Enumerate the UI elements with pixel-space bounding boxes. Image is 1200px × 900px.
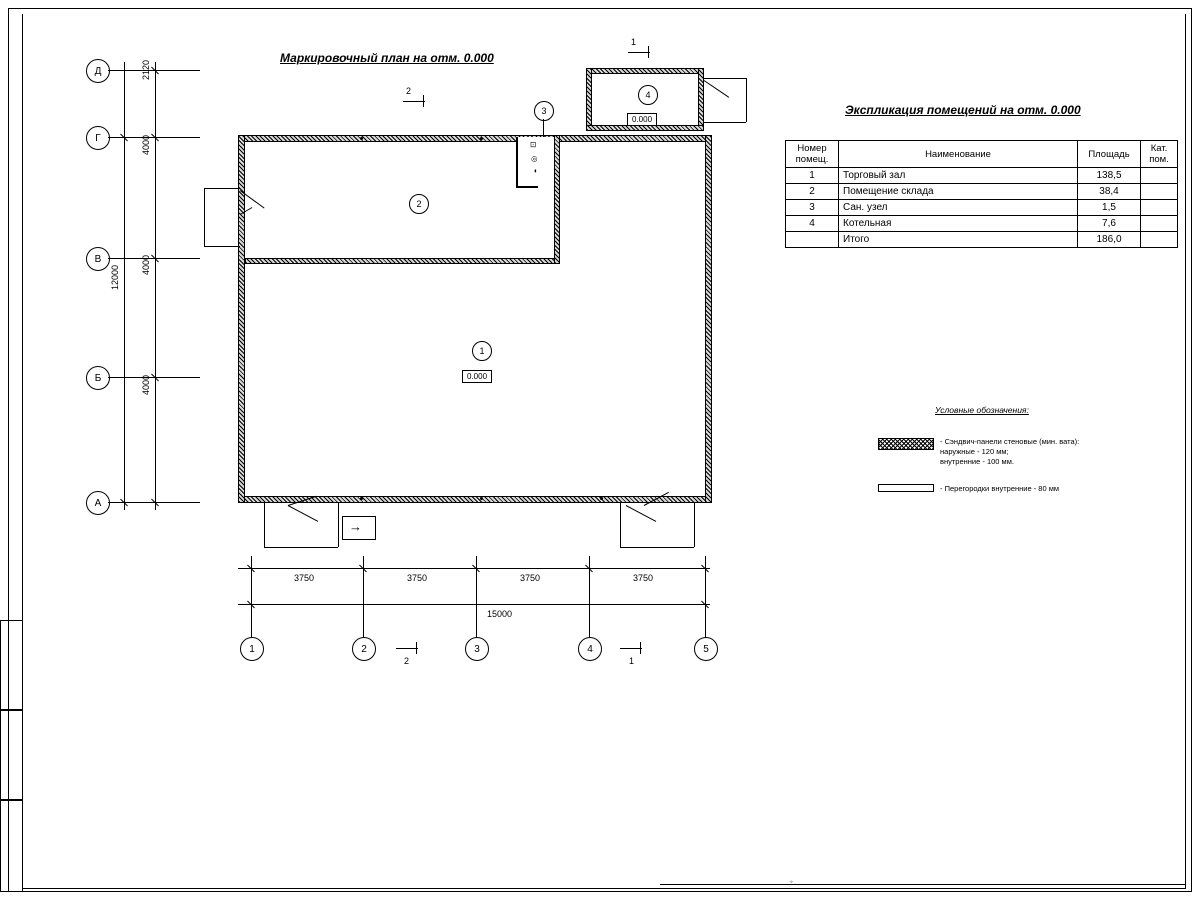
table-row xyxy=(786,184,1178,200)
boiler-wall-top xyxy=(586,68,704,74)
section-mark-2-bottom-tick xyxy=(416,642,417,654)
section-mark-1-top-label: 1 xyxy=(631,37,637,47)
cell-area: 186,0 xyxy=(1078,232,1141,248)
dim-chain-vertical-inner xyxy=(155,62,156,510)
boiler-door-jamb-top xyxy=(704,78,746,79)
room-3-leader xyxy=(543,119,544,137)
dim-label-horizontal-4: 3750 xyxy=(633,573,654,583)
section-mark-2-top-line xyxy=(403,101,425,102)
header-kat-line1: Кат. xyxy=(1150,143,1168,154)
cell-kat xyxy=(1141,168,1178,184)
cell-kat xyxy=(1141,184,1178,200)
title-block-cell-1 xyxy=(0,620,23,710)
cell-number: 4 xyxy=(786,216,839,232)
left-annex-left xyxy=(204,188,205,246)
cell-name: Торговый зал xyxy=(839,168,1078,184)
title-block-cell-3 xyxy=(0,800,23,892)
left-annex-top xyxy=(204,188,240,189)
section-mark-2-top-label: 2 xyxy=(406,86,412,96)
legend-sandwich-line3: внутренние - 100 мм. xyxy=(940,457,1014,466)
dim-label-horizontal-2: 3750 xyxy=(407,573,428,583)
dim-label-vertical-1: 4000 xyxy=(141,374,151,395)
column-marker xyxy=(480,137,483,140)
axis-marker-D: Д xyxy=(86,59,110,83)
title-block-mark: ◦ xyxy=(790,877,793,886)
cell-number: 3 xyxy=(786,200,839,216)
dim-label-horizontal-total: 15000 xyxy=(487,609,513,619)
axis-marker-4: 4 xyxy=(578,637,602,661)
room-tag-4: 4 xyxy=(638,85,658,105)
cell-name: Помещение склада xyxy=(839,184,1078,200)
axis-marker-V: В xyxy=(86,247,110,271)
cell-number: 2 xyxy=(786,184,839,200)
column-marker xyxy=(480,497,483,500)
section-mark-1-top-tick xyxy=(648,46,649,58)
axis-marker-1: 1 xyxy=(240,637,264,661)
dim-label-vertical-total: 12000 xyxy=(110,264,120,290)
dim-label-vertical-4: 2120 xyxy=(141,59,151,80)
cell-number xyxy=(786,232,839,248)
legend-sandwich-line2: наружные - 120 мм; xyxy=(940,447,1009,456)
section-mark-1-top-line xyxy=(628,52,650,53)
room-4-elevation: 0.000 xyxy=(627,113,657,126)
section-mark-2-top-tick xyxy=(423,95,424,107)
header-name: Наименование xyxy=(839,141,1078,168)
entrance-left-box-bottom xyxy=(264,547,338,548)
column-marker xyxy=(600,497,603,500)
dim-chain-horizontal-outer xyxy=(238,604,710,605)
drawing-sheet: ◦ Маркировочный план на отм. 0.000 Экспликация помещений на отм. 0.000 Номер помещ. Наименование Площадь Кат. пом. 1 Торговый зал 138,5 2 Помещение склада 38,4 3 Сан. узел 1,5 4 Котельная 7,6 Итого 186,0 Условные обозначения: - Сэндвич-панели стеновые (мин. вата): наружные - 120 мм; внутренние - 100 мм. - Перегородки внутренние - 80 мм ⊡ ◎ ◖ → 1 0.000 2 3 4 0.000 А Б В Г Д 2120 4000 4000 4000 12000 1 2 3 4 5 3750 3750 3750 3750 15000 1 2 2 1 xyxy=(0,0,1200,900)
cell-name: Итого xyxy=(839,232,1078,248)
cell-kat xyxy=(1141,200,1178,216)
dim-chain-vertical-outer xyxy=(124,62,125,510)
section-mark-2-bottom-label: 2 xyxy=(404,656,410,666)
table-row xyxy=(786,200,1178,216)
header-kat-line2: пом. xyxy=(1149,154,1169,165)
dim-label-vertical-3: 4000 xyxy=(141,134,151,155)
exterior-wall-right xyxy=(705,135,712,503)
room-tag-1: 1 xyxy=(472,341,492,361)
section-mark-1-bottom-tick xyxy=(640,642,641,654)
header-kat xyxy=(1141,141,1178,168)
explication-title: Экспликация помещений на отм. 0.000 xyxy=(845,103,1081,117)
boiler-wall-left xyxy=(586,68,592,131)
table-row xyxy=(786,168,1178,184)
axis-marker-3: 3 xyxy=(465,637,489,661)
title-block-cell-2 xyxy=(0,710,23,800)
explication-table xyxy=(785,140,1178,248)
cell-area: 1,5 xyxy=(1078,200,1141,216)
entrance-arrow-icon: → xyxy=(349,519,362,534)
axis-marker-G: Г xyxy=(86,126,110,150)
dim-label-horizontal-3: 3750 xyxy=(520,573,541,583)
left-annex-bottom xyxy=(204,246,240,247)
entrance-left-box-right xyxy=(338,503,339,547)
interior-wall-storage-right xyxy=(554,135,560,264)
entrance-right-box-right xyxy=(694,503,695,547)
room-1-elevation: 0.000 xyxy=(462,370,492,383)
sanitary-partition-left xyxy=(516,137,518,187)
cell-area: 38,4 xyxy=(1078,184,1141,200)
header-number-line1: Номер xyxy=(797,143,827,154)
exterior-wall-top xyxy=(238,135,712,142)
header-area: Площадь xyxy=(1078,141,1141,168)
legend-partition-line1: - Перегородки внутренние - 80 мм xyxy=(940,484,1060,493)
boiler-door-jamb-bottom xyxy=(704,122,746,123)
building-interior-fill xyxy=(240,137,710,501)
axis-marker-2: 2 xyxy=(352,637,376,661)
section-mark-2-bottom-line xyxy=(396,648,418,649)
title-block-divider xyxy=(660,884,1186,885)
legend-title: Условные обозначения: xyxy=(935,405,1029,415)
axis-marker-A: А xyxy=(86,491,110,515)
table-row-total xyxy=(786,232,1178,248)
axis-marker-B: Б xyxy=(86,366,110,390)
cell-kat xyxy=(1141,232,1178,248)
sanitary-partition-bottom xyxy=(516,186,538,188)
plan-title: Маркировочный план на отм. 0.000 xyxy=(280,51,494,65)
entrance-left-box-left xyxy=(264,503,265,547)
legend-sandwich-panel-swatch xyxy=(878,438,934,450)
cell-number: 1 xyxy=(786,168,839,184)
interior-wall-storage-bottom xyxy=(245,258,560,264)
room-tag-3: 3 xyxy=(534,101,554,121)
column-marker xyxy=(360,497,363,500)
dim-label-horizontal-1: 3750 xyxy=(294,573,315,583)
section-mark-1-bottom-label: 1 xyxy=(629,656,635,666)
cell-name: Котельная xyxy=(839,216,1078,232)
entrance-right-box-bottom xyxy=(620,547,694,548)
header-number xyxy=(786,141,839,168)
legend-partition-swatch xyxy=(878,484,934,492)
table-header-row xyxy=(786,141,1178,168)
section-mark-1-bottom-line xyxy=(620,648,642,649)
column-marker xyxy=(360,137,363,140)
cell-area: 7,6 xyxy=(1078,216,1141,232)
room-tag-2: 2 xyxy=(409,194,429,214)
cell-name: Сан. узел xyxy=(839,200,1078,216)
entrance-right-box-left xyxy=(620,503,621,547)
table-row xyxy=(786,216,1178,232)
cell-kat xyxy=(1141,216,1178,232)
cell-area: 138,5 xyxy=(1078,168,1141,184)
boiler-door-frame-right xyxy=(746,78,747,122)
header-number-line2: помещ. xyxy=(795,154,829,165)
axis-marker-5: 5 xyxy=(694,637,718,661)
legend-sandwich-line1: - Сэндвич-панели стеновые (мин. вата): xyxy=(940,437,1080,446)
dim-label-vertical-2: 4000 xyxy=(141,254,151,275)
